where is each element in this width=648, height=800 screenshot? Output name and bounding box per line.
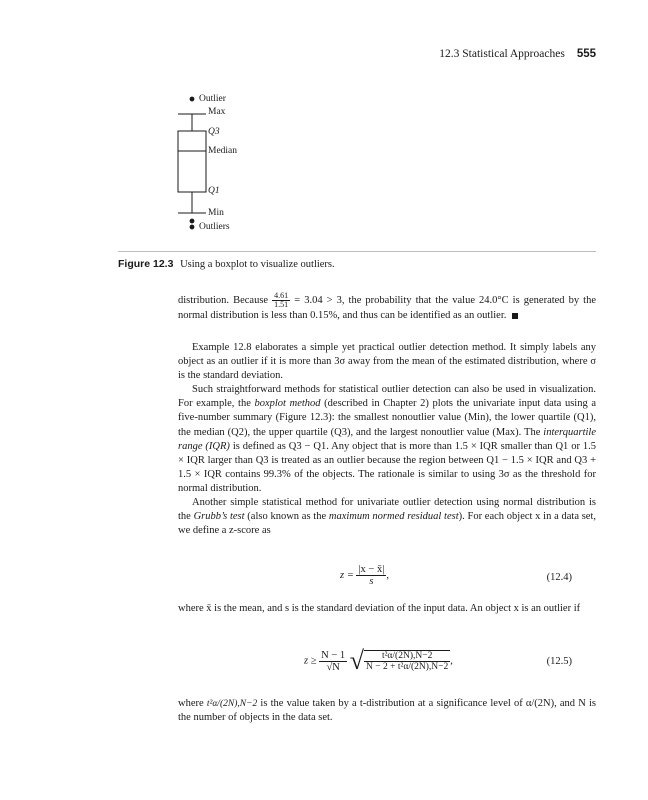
label-median: Median bbox=[208, 146, 238, 156]
label-q3: Q3 bbox=[208, 127, 220, 137]
eq2-denominator: √N bbox=[326, 661, 340, 673]
paragraph-1 bbox=[178, 292, 596, 323]
para4-text-c: ). For each object x in a data set, we define a z-score as bbox=[178, 511, 597, 537]
equation-12-5 bbox=[178, 642, 596, 686]
para6-text-b: is the value taken by a t-distribution at a significance level of α/(2N), and N is the number of objects in the data set. bbox=[178, 698, 596, 724]
eq2-inner-denominator: N − 2 + t²α/(2N),N−2 bbox=[366, 662, 449, 672]
paragraph-5 bbox=[178, 602, 596, 616]
figure-caption bbox=[118, 258, 335, 270]
eq2-numerator: N − 1 bbox=[321, 649, 346, 661]
label-min: Min bbox=[208, 208, 224, 218]
label-outlier-top: Outlier bbox=[199, 94, 226, 104]
outlier-point-bottom-1 bbox=[190, 219, 195, 224]
inline-fraction bbox=[272, 292, 290, 309]
caption-text: Using a boxplot to visualize outliers. bbox=[180, 259, 335, 270]
label-outliers-bottom: Outliers bbox=[199, 222, 230, 232]
eq1-denominator: s bbox=[369, 576, 374, 587]
eq2-outer-fraction bbox=[319, 650, 347, 673]
iqr-box bbox=[178, 131, 206, 192]
eq1-fraction bbox=[356, 564, 386, 587]
term-iqr: interquartile range (IQR) bbox=[178, 426, 596, 452]
page-number: 555 bbox=[576, 48, 596, 60]
paragraph-4 bbox=[178, 496, 596, 538]
outlier-point-top bbox=[190, 97, 195, 102]
para3-text-c: is defined as Q3 − Q1. Any object that is more than 1.5 × IQR smaller than Q1 or 1.5 × IQR larger than Q3 is treated as an outlier because the region between Q1 − 1.5 × IQR and Q3 + 1.5 × IQR contains 99.3% of the objects. The rationale is similar to using 3σ as the threshold for normal distribution. bbox=[178, 440, 597, 494]
eq2-tail: , bbox=[450, 655, 453, 667]
term-max-normed-residual: maximum normed residual test bbox=[328, 511, 459, 523]
para4-text-a: Another simple statistical method for univariate outlier detection using normal distribution is the bbox=[178, 497, 596, 523]
running-header bbox=[439, 48, 596, 60]
paragraph-6 bbox=[178, 697, 596, 725]
figure-label: Figure 12.3 bbox=[118, 258, 174, 270]
para4-text-b: (also known as the bbox=[244, 511, 329, 523]
term-boxplot-method: boxplot method bbox=[254, 398, 321, 410]
inline-frac-den: 1.51 bbox=[274, 300, 289, 309]
section-title: 12.3 Statistical Approaches bbox=[439, 48, 565, 60]
paragraphs-main bbox=[178, 341, 596, 538]
para6-symbol: t²α/(2N),N−2 bbox=[206, 699, 258, 709]
eq2-inner-numerator: t²α/(2N),N−2 bbox=[364, 651, 450, 662]
eq2-number: (12.5) bbox=[546, 656, 572, 667]
eq1-number: (12.4) bbox=[546, 572, 572, 583]
para3-text-a: Such straightforward methods for statistical outlier detection can also be used in visualization. For example, the bbox=[178, 384, 596, 410]
para6-text-a: where bbox=[178, 698, 207, 709]
para3-text-b: (described in Chapter 2) plots the univariate input data using a five-number summary (Figure 12.3): the smallest nonoutlier value (Min), the lower quartile (Q1), the median (Q2), the upper quartile (Q3), and the largest nonoutlier value (Max). The bbox=[178, 398, 597, 438]
term-grubbs-test: Grubb’s test bbox=[193, 511, 245, 523]
para1-text-b: = 3.04 > 3, the probability that the value 24.0°C is generated by the normal distribution is less than 0.15%, and thus can be identified as an outlier. bbox=[178, 294, 596, 321]
figure-rule bbox=[118, 251, 596, 252]
paragraph-5-text: where x̄ is the mean, and s is the standard deviation of the input data. An object x is an outlier if bbox=[178, 603, 581, 614]
equation-12-4 bbox=[178, 560, 596, 596]
outlier-point-bottom-2 bbox=[190, 225, 195, 230]
label-q1: Q1 bbox=[208, 186, 220, 196]
inline-frac-num: 4.61 bbox=[274, 291, 289, 300]
eq2-lhs: z ≥ bbox=[304, 655, 317, 667]
para1-text-a: distribution. Because bbox=[178, 294, 273, 306]
end-of-example-icon bbox=[512, 313, 518, 319]
paragraph-2: Example 12.8 elaborates a simple yet practical outlier detection method. It simply labels any object as an outlier if it is more than 3σ away from the mean of the estimated distribution, where σ is the standard deviation. bbox=[178, 342, 596, 382]
sqrt-icon: √ bbox=[349, 646, 365, 675]
label-max: Max bbox=[208, 107, 226, 117]
eq1-lhs: z = bbox=[340, 569, 354, 581]
eq1-tail: , bbox=[386, 569, 389, 581]
eq1-numerator: |x − x̄| bbox=[358, 564, 385, 575]
eq2-radicand bbox=[364, 650, 450, 672]
paragraph-3 bbox=[178, 383, 596, 496]
